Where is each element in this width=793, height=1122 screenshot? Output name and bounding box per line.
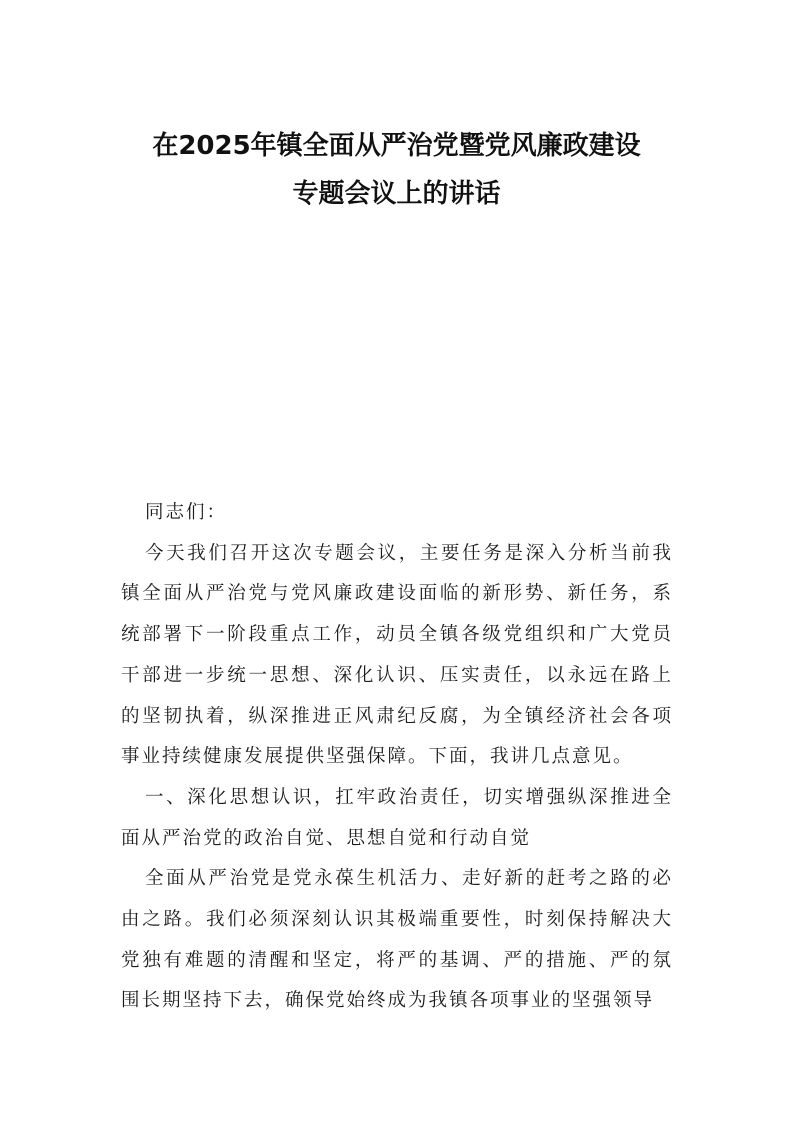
document-title xyxy=(0,122,793,218)
document-body xyxy=(121,493,673,1022)
section-heading-1: 一、深化思想认识，扛牢政治责任，切实增强纵深推进全面从严治党的政治自觉、思想自觉和行动自觉 xyxy=(121,786,673,849)
salutation: 同志们： xyxy=(145,502,228,523)
paragraph-section-1: 全面从严治党是党永葆生机活力、走好新的赶考之路的必由之路。我们必须深刻认识其极端重要性，时刻保持解决大党独有难题的清醒和坚定，将严的基调、严的措施、严的氛围长期坚持下去，确保党始终成为我镇各项事业的坚强领导 xyxy=(121,868,673,1012)
title-line-1: 在2025年镇全面从严治党暨党风廉政建设 xyxy=(152,131,641,161)
title-line-2: 专题会议上的讲话 xyxy=(292,179,501,209)
paragraph-intro: 今天我们召开这次专题会议，主要任务是深入分析当前我镇全面从严治党与党风廉政建设面临的新形势、新任务，系统部署下一阶段重点工作，动员全镇各级党组织和广大党员干部进一步统一思想、深化认识、压实责任，以永远在路上的坚韧执着，纵深推进正风肃纪反腐，为全镇经济社会各项事业持续健康发展提供坚强保障。下面，我讲几点意见。 xyxy=(121,542,673,768)
